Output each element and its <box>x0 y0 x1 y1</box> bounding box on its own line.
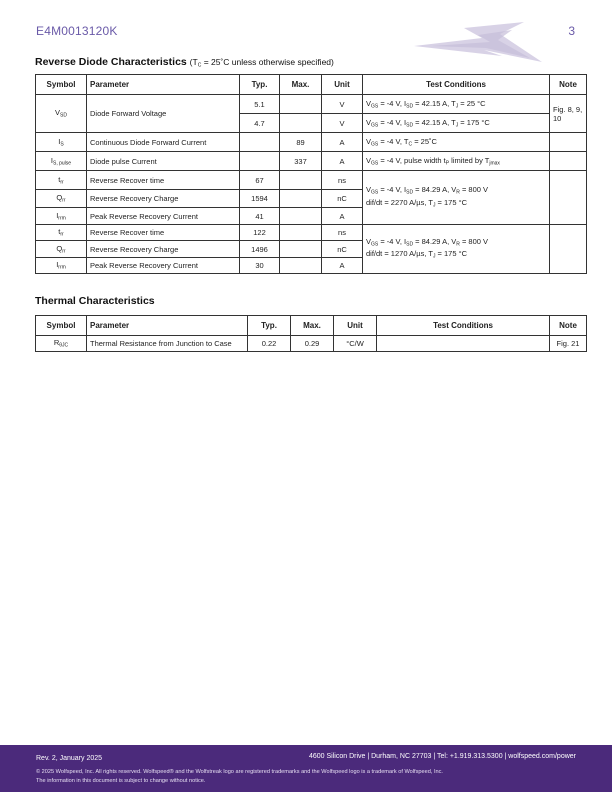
diode-section-title <box>35 56 334 69</box>
table-row <box>36 95 587 114</box>
typ-irrm-2: 30 <box>240 258 280 274</box>
max-qrr-2 <box>280 241 322 258</box>
symbol-is: $I_S$ <box>36 133 87 152</box>
max-vsd-1 <box>280 95 322 114</box>
note-recovery-1 <box>550 171 587 225</box>
col-typ: Typ. <box>240 75 280 95</box>
unit-is: A <box>322 133 363 152</box>
param-is-pulse: Diode pulse Current <box>87 152 240 171</box>
unit-irrm-2: A <box>322 258 363 274</box>
typ-qrr-2: 1496 <box>240 241 280 258</box>
cond-recovery-1: $V_{GS} = -4$ V, $I_{SD} = 84.29$ A, $V_R = 800$ V dif/dt = 2270 A/µs, $T_J = 175$ °C <box>363 171 550 225</box>
footer-revision: Rev. 2, January 2025 <box>36 755 103 762</box>
param-qrr-2: Reverse Recovery Charge <box>87 241 240 258</box>
unit-qrr-1: nC <box>322 190 363 208</box>
param-vsd: Diode Forward Voltage <box>87 95 240 133</box>
cond-vsd-2: $V_{GS} = -4$ V, $I_{SD} = 42.15$ A, $T_J = 175$ °C <box>363 114 550 133</box>
col-test-conditions: Test Conditions <box>363 75 550 95</box>
footer-bar <box>0 745 612 792</box>
note-is <box>550 133 587 152</box>
typ-rth: 0.22 <box>248 336 291 352</box>
symbol-irrm-1: $I_{rrm}$ <box>36 208 87 225</box>
col-unit: Unit <box>322 75 363 95</box>
col-parameter: Parameter <box>87 75 240 95</box>
col-note: Note <box>550 316 587 336</box>
note-rth: Fig. 21 <box>550 336 587 352</box>
col-parameter: Parameter <box>87 316 248 336</box>
typ-trr-2: 122 <box>240 225 280 241</box>
cond-is: $V_{GS} = -4$ V, $T_C$ = 25˚C <box>363 133 550 152</box>
max-irrm-2 <box>280 258 322 274</box>
cond-vsd-1: $V_{GS} = -4$ V, $I_{SD} = 42.15$ A, $T_J = 25$ °C <box>363 95 550 114</box>
param-irrm-2: Peak Reverse Recovery Current <box>87 258 240 274</box>
max-vsd-2 <box>280 114 322 133</box>
table-row <box>36 336 587 352</box>
unit-vsd-2: V <box>322 114 363 133</box>
table-header-row <box>36 75 587 95</box>
symbol-trr-1: $t_{rr}$ <box>36 171 87 190</box>
table-row <box>36 225 587 241</box>
max-trr-1 <box>280 171 322 190</box>
param-rth: Thermal Resistance from Junction to Case <box>87 336 248 352</box>
symbol-rth: $R_{\theta JC}$ <box>36 336 87 352</box>
col-max: Max. <box>291 316 334 336</box>
max-is-pulse: 337 <box>280 152 322 171</box>
copyright-line-2: The information in this document is subject to change without notice. <box>36 778 206 784</box>
page-number: 3 <box>568 24 575 38</box>
max-rth: 0.29 <box>291 336 334 352</box>
part-number: E4M0013120K <box>36 24 118 38</box>
param-qrr-1: Reverse Recovery Charge <box>87 190 240 208</box>
note-vsd: Fig. 8, 9, 10 <box>550 95 587 133</box>
reverse-diode-table <box>35 74 587 274</box>
param-irrm-1: Peak Reverse Recovery Current <box>87 208 240 225</box>
thermal-title: Thermal Characteristics <box>35 295 155 307</box>
col-test-conditions: Test Conditions <box>377 316 550 336</box>
max-qrr-1 <box>280 190 322 208</box>
note-is-pulse <box>550 152 587 171</box>
symbol-trr-2: $t_{rr}$ <box>36 225 87 241</box>
footer-address: 4600 Silicon Drive | Durham, NC 27703 | Tel: +1.919.313.5300 | wolfspeed.com/power <box>308 753 576 760</box>
col-note: Note <box>550 75 587 95</box>
max-irrm-1 <box>280 208 322 225</box>
unit-is-pulse: A <box>322 152 363 171</box>
typ-irrm-1: 41 <box>240 208 280 225</box>
unit-trr-2: ns <box>322 225 363 241</box>
col-typ: Typ. <box>248 316 291 336</box>
footer-copyright <box>36 768 443 786</box>
param-trr-1: Reverse Recover time <box>87 171 240 190</box>
symbol-irrm-2: $I_{rrm}$ <box>36 258 87 274</box>
wolfstreak-logo-icon <box>412 16 544 66</box>
max-is: 89 <box>280 133 322 152</box>
symbol-qrr-1: $Q_{rr}$ <box>36 190 87 208</box>
unit-irrm-1: A <box>322 208 363 225</box>
cond-is-pulse: $V_{GS} = -4$ V, pulse width $t_P$ limited by $T_{jmax}$ <box>363 152 550 171</box>
param-trr-2: Reverse Recover time <box>87 225 240 241</box>
typ-vsd-2: 4.7 <box>240 114 280 133</box>
table-row <box>36 171 587 190</box>
col-symbol: Symbol <box>36 75 87 95</box>
note-recovery-2 <box>550 225 587 274</box>
unit-qrr-2: nC <box>322 241 363 258</box>
max-trr-2 <box>280 225 322 241</box>
symbol-qrr-2: $Q_{rr}$ <box>36 241 87 258</box>
cond-recovery-2: $V_{GS} = -4$ V, $I_{SD} = 84.29$ A, $V_R = 800$ V dif/dt = 1270 A/µs, $T_J = 175$ °C <box>363 225 550 274</box>
typ-is <box>240 133 280 152</box>
diode-title-condition: ($T_C$ = 25˚C unless otherwise specified) <box>189 57 334 69</box>
copyright-line-1: © 2025 Wolfspeed, Inc. All rights reserved. Wolfspeed® and the Wolfstreak logo are registered trademarks and the Wolfspeed logo is a trademark of Wolfspeed, Inc. <box>36 769 443 775</box>
symbol-vsd: $V_{SD}$ <box>36 95 87 133</box>
col-unit: Unit <box>334 316 377 336</box>
unit-trr-1: ns <box>322 171 363 190</box>
unit-vsd-1: V <box>322 95 363 114</box>
table-header-row <box>36 316 587 336</box>
table-row <box>36 152 587 171</box>
param-is: Continuous Diode Forward Current <box>87 133 240 152</box>
thermal-table <box>35 315 587 352</box>
diode-title: Reverse Diode Characteristics <box>35 56 187 68</box>
table-row <box>36 133 587 152</box>
typ-vsd-1: 5.1 <box>240 95 280 114</box>
typ-qrr-1: 1594 <box>240 190 280 208</box>
col-max: Max. <box>280 75 322 95</box>
typ-is-pulse <box>240 152 280 171</box>
col-symbol: Symbol <box>36 316 87 336</box>
typ-trr-1: 67 <box>240 171 280 190</box>
cond-rth <box>377 336 550 352</box>
symbol-is-pulse: $I_{S, pulse}$ <box>36 152 87 171</box>
unit-rth: °C/W <box>334 336 377 352</box>
